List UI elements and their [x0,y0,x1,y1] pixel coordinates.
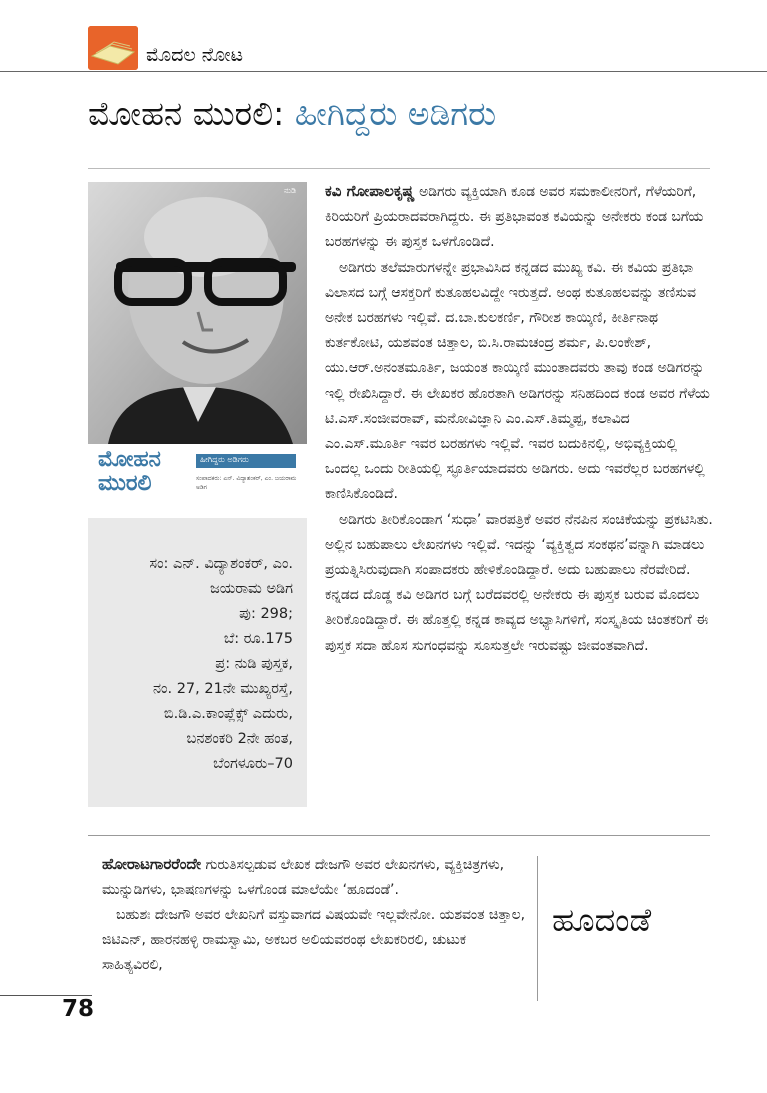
article-paragraph: ಕವಿ ಗೋಪಾಲಕೃಷ್ಣ ಅಡಿಗರು ವ್ಯಕ್ತಿಯಾಗಿ ಕೂಡ ಅವರ ಸಮಕಾಲೀನರಿಗೆ, ಗೆಳೆಯರಿಗೆ, ಕಿರಿಯರಿಗೆ ಪ್ರಿಯರಾದವರಾಗಿದ್ದರು. ಈ ಪ್ರತಿಭಾವಂತ ಕವಿಯನ್ನು ಅನೇಕರು ಕಂಡ ಬಗೆಯ ಬರಹಗಳನ್ನು ಈ ಪುಸ್ತಕ ಒಳಗೊಂಡಿದೆ. [325,182,704,251]
teaser-paragraph: ಹೋರಾಟಗಾರರೆಂದೇ ಗುರುತಿಸಲ್ಪಡುವ ಲೇಖಕ ದೇಜಗೌ ಅವರ ಲೇಖನಗಳು, ವ್ಯಕ್ತಿಚಿತ್ರಗಳು, ಮುನ್ನುಡಿಗಳು, ಭಾಷಣಗಳನ್ನು ಒಳಗೊಂಡ ಮಾಲೆಯೇ ‘ಹೂದಂಡೆ’. [102,855,505,898]
teaser-title: ಹೂದಂಡೆ [552,901,652,939]
article-paragraph: ಅಡಿಗರು ತಲೆಮಾರುಗಳನ್ನೇ ಪ್ರಭಾವಿಸಿದ ಕನ್ನಡದ ಮುಖ್ಯ ಕವಿ. ಈ ಕವಿಯ ಪ್ರತಿಭಾ ವಿಲಾಸದ ಬಗ್ಗೆ ಆಸಕ್ತರಿಗೆ ಕುತೂಹಲವಿದ್ದೇ ಇರುತ್ತದೆ. ಅಂಥ ಕುತೂಹಲವನ್ನು ತಣಿಸುವ ಅನೇಕ ಬರಹಗಳು ಇಲ್ಲಿವೆ. ದ.ಬಾ.ಕುಲಕರ್ಣಿ, ಗೌರೀಶ ಕಾಯ್ಕಿಣಿ, ಕೀರ್ತಿನಾಥ ಕುರ್ತಕೋಟಿ, ಯಶವಂತ ಚಿತ್ತಾಲ, ಬಿ.ಸಿ.ರಾಮಚಂದ್ರ ಶರ್ಮ, ಪಿ.ಲಂಕೇಶ್, ಯು.ಆರ್.ಅನಂತಮೂರ್ತಿ, ಜಯಂತ ಕಾಯ್ಕಿಣಿ ಮುಂತಾದವರು ತಾವು ಕಂಡ ಅಡಿಗರನ್ನು ಇಲ್ಲಿ ರೇಖಿಸಿದ್ದಾರೆ. ಈ ಲೇಖಕರ ಹೊರತಾಗಿ ಅಡಿಗರನ್ನು ಸನಿಹದಿಂದ ಕಂಡ ಅವರ ಗೆಳೆಯ ಟಿ.ಎಸ್.ಸಂಜೀವರಾವ್, ಮನೋವಿಜ್ಞಾನಿ ಎಂ.ಎಸ್.ತಿಮ್ಮಪ್ಪ, ಕಲಾವಿದ ಎಂ.ಎಸ್.ಮೂರ್ತಿ ಇವರ ಬರಹಗಳು ಇಲ್ಲಿವೆ. ಇವರ ಬದುಕಿನಲ್ಲಿ, ಅಭಿವ್ಯಕ್ತಿಯಲ್ಲಿ ಒಂದಲ್ಲ ಒಂದು ರೀತಿಯಲ್ಲಿ ಸ್ಫೂರ್ತಿಯಾದವರು ಅಡಿಗರು. ಅದು ಇವರೆಲ್ಲರ ಬರಹಗಳಲ್ಲಿ ಕಾಣಿಸಿಕೊಂಡಿದೆ. [325,259,710,503]
detail-line: ಬೆ: ರೂ.175 [223,631,293,647]
detail-line: ಬಿ.ಡಿ.ಎ.ಕಾಂಪ್ಲೆಕ್ಸ್ ಎದುರು, [163,706,293,722]
detail-line: ನಂ. 27, 21ನೇ ಮುಖ್ಯರಸ್ತೆ, [153,681,293,697]
publisher-logo: ನುಡಿ [284,186,297,195]
detail-line: ಸಂ: ಎನ್. ವಿದ್ಯಾಶಂಕರ್, ಎಂ. [149,556,293,572]
detail-line: ಬೆಂಗಳೂರು–70 [213,756,293,772]
article-body [325,179,713,659]
open-book-icon [88,26,138,70]
headline-main: ಮೋಹನ ಮುರಲಿ: [88,94,285,133]
headline [88,94,496,134]
detail-line: ಜಯರಾಮ ಅಡಿಗ [210,581,293,597]
page-number: 78 [62,996,95,1022]
cover-credit: ಸಂಪಾದಕರು: ಎನ್. ವಿದ್ಯಾಶಂಕರ್, ಎಂ. ಜಯರಾಮ ಅಡಿಗ [196,475,297,491]
book-cover [88,182,307,518]
section-label: ಮೊದಲ ನೋಟ [146,44,244,66]
section-divider [88,835,710,836]
headline-sub: ಹೀಗಿದ್ದರು ಅಡಿಗರು [294,94,497,133]
headline-divider [88,168,710,169]
article-lead: ಕವಿ ಗೋಪಾಲಕೃಷ್ಣ [325,182,415,200]
teaser-lead: ಹೋರಾಟಗಾರರೆಂದೇ [102,855,202,873]
article-paragraph: ಅಡಿಗರು ತೀರಿಕೊಂಡಾಗ ‘ಸುಧಾ’ ವಾರಪತ್ರಿಕೆ ಅವರ ನೆನಪಿನ ಸಂಚಿಕೆಯನ್ನು ಪ್ರಕಟಿಸಿತು. ಅಲ್ಲಿನ ಬಹುಪಾಲು ಲೇಖನಗಳು ಇಲ್ಲಿವೆ. ಇದನ್ನು ‘ವ್ಯಕ್ತಿತ್ವದ ಸಂಕಥನ’ವನ್ನಾಗಿ ಮಾಡಲು ಪ್ರಯತ್ನಿಸಿರುವುದಾಗಿ ಸಂಪಾದಕರು ಹೇಳಿಕೊಂಡಿದ್ದಾರೆ. ಅದು ಬಹುಪಾಲು ನೆರವೇರಿದೆ. ಕನ್ನಡದ ದೊಡ್ಡ ಕವಿ ಅಡಿಗರ ಬಗ್ಗೆ ಬರೆದವರಲ್ಲಿ ಅನೇಕರು ಈ ಪುಸ್ತಕ ಬರುವ ಮೊದಲು ತೀರಿಕೊಂಡಿದ್ದಾರೆ. ಈ ಹೊತ್ತಲ್ಲಿ ಕನ್ನಡ ಕಾವ್ಯದ ಅಭ್ಯಾಸಿಗಳಿಗೆ, ಸಂಸ್ಕೃತಿಯ ಚಿಂತಕರಿಗೆ ಈ ಪುಸ್ತಕ ಸದಾ ಹೊಸ ಸುಗಂಧವನ್ನು ಸೂಸುತ್ತಲೇ ಇರುವಷ್ಟು ಜೀವಂತವಾಗಿದೆ. [325,511,713,654]
column-divider [537,856,538,1001]
detail-line: ಪು: 298; [239,606,293,622]
header-divider [0,71,767,72]
teaser-paragraph: ಬಹುಶಃ ದೇಜಗೌ ಅವರ ಲೇಖನಿಗೆ ವಸ್ತುವಾಗದ ವಿಷಯವೇ ಇಲ್ಲವೇನೋ. ಯಶವಂತ ಚಿತ್ತಾಲ, ಜಿಟಿಎನ್, ಹಾರನಹಳ್ಳಿ ರಾಮಸ್ವಾಮಿ, ಅಕಬರ ಅಲಿಯವರಂಥ ಲೇಖಕರಿರಲಿ, ಚುಟುಕ ಸಾಹಿತ್ಯವಿರಲಿ, [102,907,526,973]
book-details [88,552,293,777]
teaser-body [102,852,528,978]
cover-subtitle: ಹೀಗಿದ್ದರು ಅಡಿಗರು [200,455,249,464]
detail-line: ಬನಶಂಕರಿ 2ನೇ ಹಂತ, [186,731,293,747]
cover-title: ಮೋಹನ ಮುರಲಿ [98,447,161,496]
author-photo [88,182,307,444]
detail-line: ಪ್ರ: ನುಡಿ ಪುಸ್ತಕ, [215,656,293,672]
